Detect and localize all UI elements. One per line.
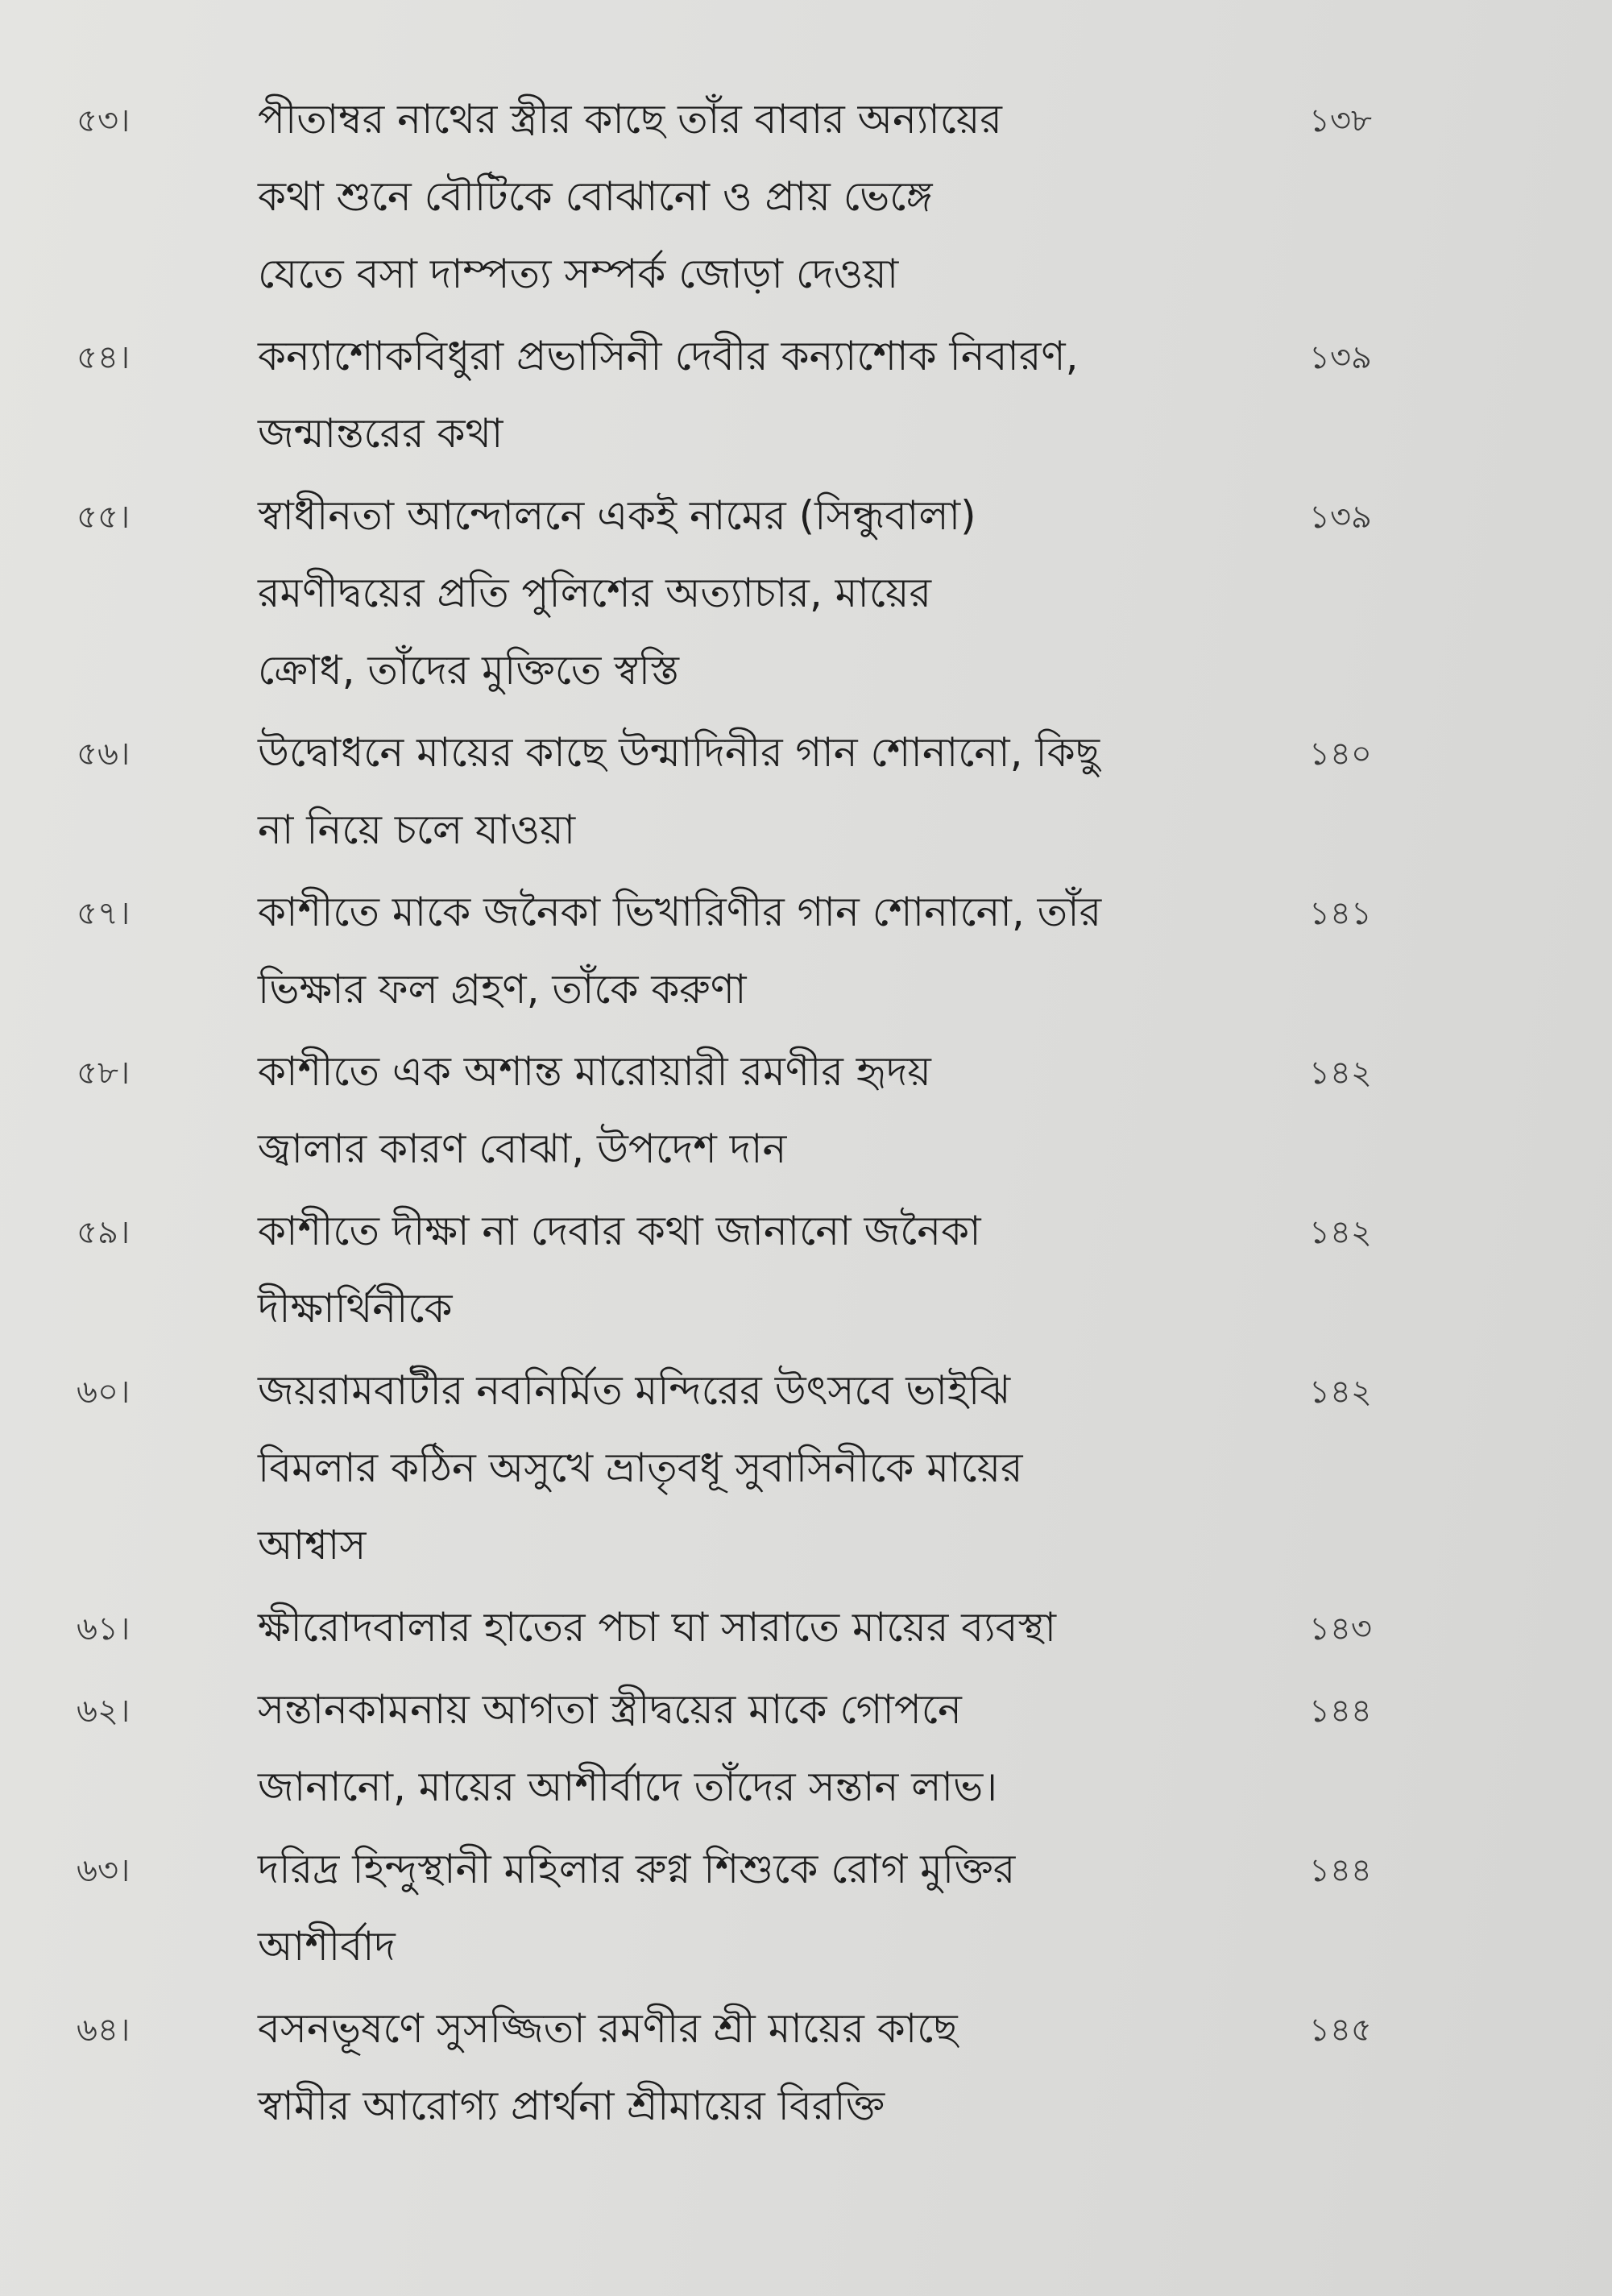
entry-page-number: ১৪২ xyxy=(1309,1055,1372,1092)
entry-line: ক্রোধ, তাঁদের মুক্তিতে স্বস্তি xyxy=(258,647,680,694)
entry-line: কথা শুনে বৌটিকে বোঝানো ও প্রায় ভেঙ্গে xyxy=(258,173,933,220)
entry-line: জ্বালার কারণ বোঝা, উপদেশ দান xyxy=(258,1125,787,1172)
toc-entry-59 xyxy=(0,1192,1612,1347)
entry-number: ৬৩। xyxy=(77,1852,131,1889)
toc-entry-61 xyxy=(0,1589,1612,1666)
entry-line: জয়রামবাটীর নবনির্মিত মন্দিরের উৎসবে ভাইঝি xyxy=(258,1367,1011,1414)
entry-line: রমণীদ্বয়ের প্রতি পুলিশের অত্যাচার, মায়ের xyxy=(258,570,931,616)
entry-line: বিমলার কঠিন অসুখে ভ্রাতৃবধূ সুবাসিনীকে মায়ের xyxy=(258,1444,1023,1491)
toc-entry-53 xyxy=(0,81,1612,313)
entry-line: জানানো, মায়ের আশীর্বাদে তাঁদের সন্তান লাভ। xyxy=(258,1763,998,1810)
entry-title xyxy=(258,477,1257,709)
entry-line: পীতাম্বর নাথের স্ত্রীর কাছে তাঁর বাবার অন্যায়ের xyxy=(258,96,1002,143)
entry-title xyxy=(258,1352,1257,1584)
entry-page-number: ১৪৫ xyxy=(1309,2012,1372,2049)
entry-page-number: ১৩৮ xyxy=(1309,102,1372,139)
entry-number: ৫৬। xyxy=(77,736,131,773)
toc-entry-60 xyxy=(0,1352,1612,1584)
entry-title xyxy=(258,1192,1257,1347)
entry-line: কাশীতে মাকে জনৈকা ভিখারিণীর গান শোনানো, তাঁর xyxy=(258,889,1102,935)
entry-page-number: ১৪১ xyxy=(1309,895,1372,932)
entry-line: যেতে বসা দাম্পত্য সম্পর্ক জোড়া দেওয়া xyxy=(258,251,899,297)
entry-number: ৫৮। xyxy=(77,1055,131,1092)
entry-page-number: ১৩৯ xyxy=(1309,339,1372,376)
entry-page-number: ১৪২ xyxy=(1309,1214,1372,1251)
entry-page-number: ১৪০ xyxy=(1309,736,1372,773)
entry-line: না নিয়ে চলে যাওয়া xyxy=(258,806,576,853)
toc-entry-62 xyxy=(0,1671,1612,1826)
entry-line: দীক্ষার্থিনীকে xyxy=(258,1285,453,1332)
entry-line: আশীর্বাদ xyxy=(258,1923,396,1970)
toc-entry-64 xyxy=(0,1990,1612,2145)
entry-number: ৫৫। xyxy=(77,499,131,536)
entry-title xyxy=(258,1033,1257,1187)
toc-entry-55 xyxy=(0,477,1612,709)
toc-entry-63 xyxy=(0,1830,1612,1985)
toc-entry-56 xyxy=(0,714,1612,868)
entry-line: কাশীতে এক অশান্ত মারোয়ারী রমণীর হৃদয় xyxy=(258,1048,931,1095)
entry-number: ৬০। xyxy=(77,1374,131,1411)
entry-title xyxy=(258,317,1257,472)
entry-line: ক্ষীরোদবালার হাতের পচা ঘা সারাতে মায়ের ব্যবস্থা xyxy=(258,1604,1057,1651)
toc-entry-54 xyxy=(0,317,1612,472)
table-of-contents xyxy=(0,81,1612,2149)
entry-page-number: ১৩৯ xyxy=(1309,499,1372,536)
entry-number: ৬১। xyxy=(77,1610,131,1647)
entry-line: কাশীতে দীক্ষা না দেবার কথা জানানো জনৈকা xyxy=(258,1208,981,1254)
entry-title xyxy=(258,81,1257,313)
entry-title xyxy=(258,1830,1257,1985)
toc-entry-57 xyxy=(0,873,1612,1028)
entry-number: ৫৭। xyxy=(77,895,131,932)
entry-title xyxy=(258,1671,1257,1826)
entry-line: স্বাধীনতা আন্দোলনে একই নামের (সিন্ধুবালা) xyxy=(258,492,976,539)
entry-page-number: ১৪২ xyxy=(1309,1374,1372,1411)
entry-title xyxy=(258,1990,1257,2145)
entry-line: আশ্বাস xyxy=(258,1522,367,1569)
entry-line: ভিক্ষার ফল গ্রহণ, তাঁকে করুণা xyxy=(258,966,747,1013)
entry-title xyxy=(258,1589,1257,1666)
entry-page-number: ১৪৪ xyxy=(1309,1693,1372,1730)
entry-number: ৫৯। xyxy=(77,1214,131,1251)
entry-line: কন্যাশোকবিধুরা প্রভাসিনী দেবীর কন্যাশোক নিবারণ, xyxy=(258,333,1079,379)
toc-entry-58 xyxy=(0,1033,1612,1187)
entry-title xyxy=(258,714,1257,868)
entry-number: ৬২। xyxy=(77,1693,131,1730)
entry-title xyxy=(258,873,1257,1028)
entry-line: জন্মান্তরের কথা xyxy=(258,410,503,457)
entry-line: দরিদ্র হিন্দুস্থানী মহিলার রুগ্ন শিশুকে রোগ মুক্তির xyxy=(258,1846,1016,1892)
entry-line: সন্তানকামনায় আগতা স্ত্রীদ্বয়ের মাকে গোপনে xyxy=(258,1686,962,1733)
entry-number: ৬৪। xyxy=(77,2012,131,2049)
entry-line: বসনভূষণে সুসজ্জিতা রমণীর শ্রী মায়ের কাছে xyxy=(258,2005,958,2052)
entry-page-number: ১৪৩ xyxy=(1309,1610,1372,1647)
entry-page-number: ১৪৪ xyxy=(1309,1852,1372,1889)
entry-line: স্বামীর আরোগ্য প্রার্থনা শ্রীমায়ের বিরক্তি xyxy=(258,2083,885,2129)
entry-number: ৫৪। xyxy=(77,339,131,376)
entry-line: উদ্বোধনে মায়ের কাছে উন্মাদিনীর গান শোনানো, কিছু xyxy=(258,729,1100,776)
entry-number: ৫৩। xyxy=(77,102,131,139)
